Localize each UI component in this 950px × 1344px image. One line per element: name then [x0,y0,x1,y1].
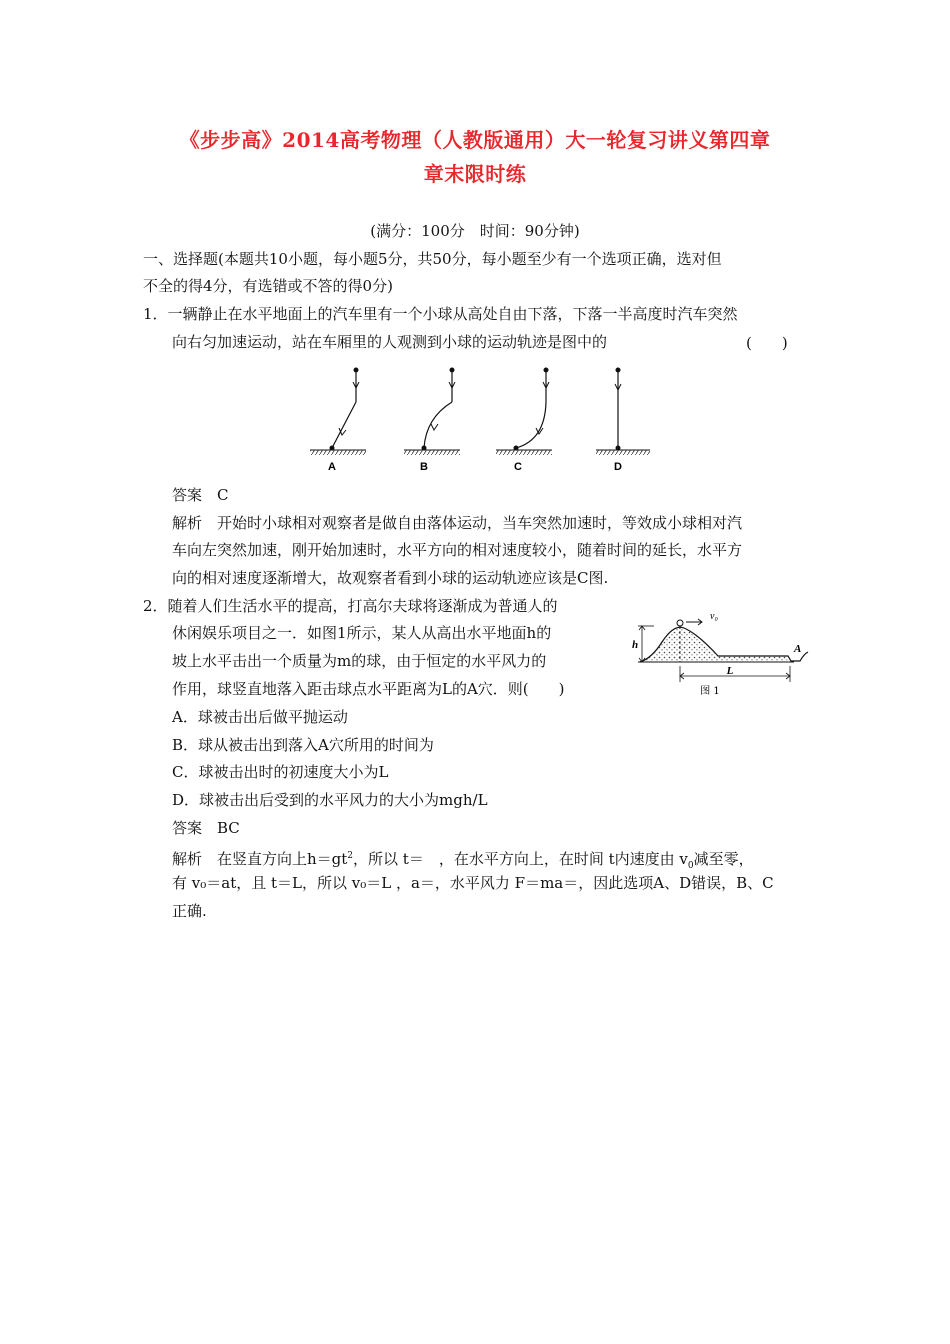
trajectory-label-c: C [514,461,522,473]
q2-option-c: C．球被击出时的初速度大小为L [172,763,389,781]
q2-stem-line3: 坡上水平击出一个质量为m的球，由于恒定的水平风力的 [172,652,547,670]
trajectory-label-b: B [420,461,428,473]
exam-meta: (满分：100分 时间：90分钟) [370,222,580,240]
q2-option-b: B．球从被击出到落入A穴所用的时间为 [172,736,434,754]
fig1-h-label: h [632,639,639,651]
trajectory-label-a: A [328,461,336,473]
q2-answer: 答案 BC [172,819,240,837]
fig1-v0-label: v₀ [710,611,718,622]
q2-exp1-part-a: 解析 在竖直方向上h＝gt [172,850,348,868]
trajectory-option-b [404,368,460,474]
section-instructions-line2: 不全的得4分，有选错或不答的得0分) [143,277,393,295]
section-instructions-line1: 一、选择题(本题共10小题，每小题5分，共50分，每小题至少有一个选项正确，选对但 [143,250,722,268]
q2-explanation-line2: 有 v₀＝at，且 t＝L，所以 v₀＝L ，a＝，水平风力 F＝ma＝，因此选项A、D错误，B、C [172,874,774,892]
fig1-a-label: A [794,643,802,655]
q1-answer-paren: ( ) [746,334,788,352]
q1-explanation-line1: 解析 开始时小球相对观察者是做自由落体运动，当车突然加速时，等效成小球相对汽 [172,514,743,532]
document-title-line2: 章末限时练 [423,162,527,186]
q2-exp1-part-b: ，所以 t＝ ，在水平方向上，在时间 t内速度由 v [353,850,688,868]
q1-answer: 答案 C [172,486,229,504]
q2-explanation-line3: 正确. [172,902,207,920]
q1-trajectory-figure [300,358,660,478]
q1-stem-line2: 向右匀加速运动，站在车厢里的人观测到小球的运动轨迹是图中的 [172,333,608,351]
q2-option-d: D．球被击出后受到的水平风力的大小为mgh/L [172,791,488,809]
q2-explanation-line1 [172,846,754,876]
q2-stem-line2: 休闲娱乐项目之一．如图1所示，某人从高出水平地面h的 [172,624,552,642]
trajectory-option-d [596,368,650,474]
fig1-caption: 图 1 [700,686,720,696]
figure-1-golf-slope [628,606,812,696]
q2-stem-line4: 作用，球竖直地落入距击球点水平距离为L的A穴．则( ) [172,680,565,698]
q1-stem-line1: 1．一辆静止在水平地面上的汽车里有一个小球从高处自由下落，下落一半高度时汽车突然 [143,305,738,323]
q2-exp1-superscript: 2 [347,851,354,861]
trajectory-option-c [496,368,552,474]
q1-explanation-line3: 向的相对速度逐渐增大，故观察者看到小球的运动轨迹应该是C图. [172,569,609,587]
q2-option-a: A．球被击出后做平抛运动 [172,708,348,726]
q1-explanation-line2: 车向左突然加速，刚开始加速时，水平方向的相对速度较小，随着时间的延长，水平方 [172,541,743,559]
q2-exp1-part-c: 减至零， [693,850,754,868]
trajectory-option-a [310,368,366,474]
fig1-l-label: L [726,665,734,677]
q2-exp1-subscript: 0 [687,861,694,871]
q2-stem-line1: 2．随着人们生活水平的提高，打高尔夫球将逐渐成为普通人的 [143,597,558,615]
document-title-line1: 《步步高》2014高考物理（人教版通用）大一轮复习讲义第四章 [179,128,771,152]
trajectory-label-d: D [614,461,622,473]
